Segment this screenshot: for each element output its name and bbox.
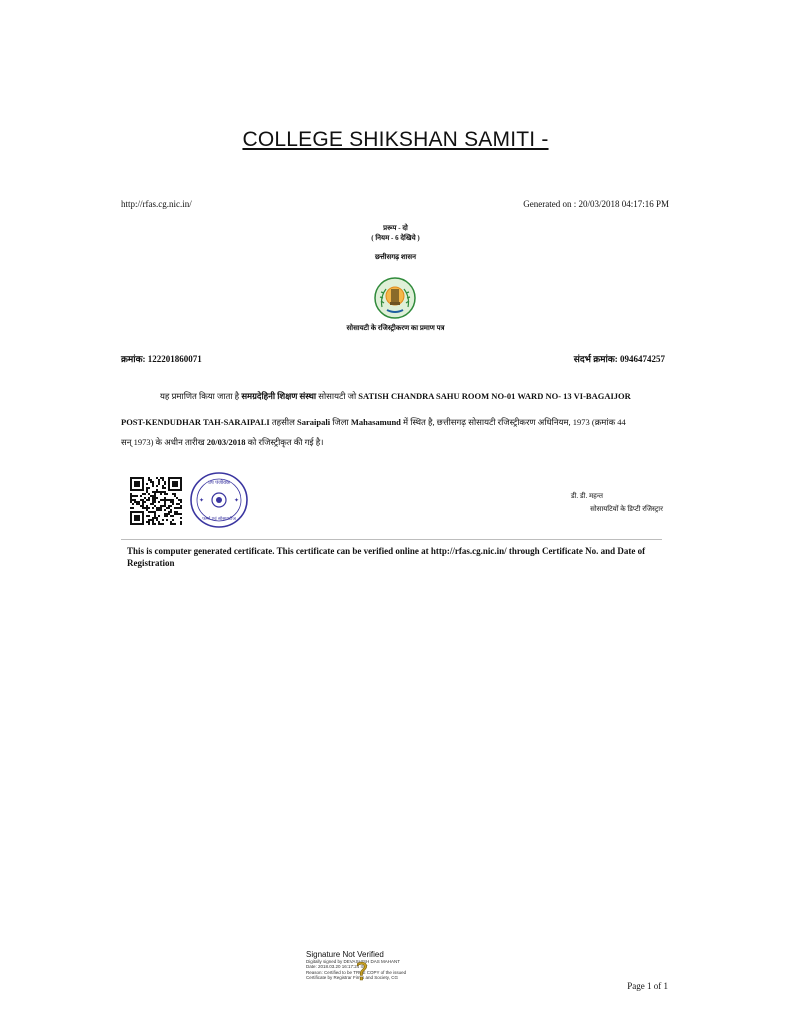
certificate-title: सोसायटी के रजिस्ट्रीकरण का प्रमाण पत्र [346,324,445,332]
registered-statement: को रजिस्ट्रीकृत की गई है। [247,437,324,447]
signature-reason: Reason: Certified to be TRUE COPY of the issued [306,969,407,975]
address-line-2: POST-KENDUDHAR TAH-SARAIPALI [121,417,270,427]
body-line-3 [121,436,323,448]
tehsil-label: तहसील [271,417,295,427]
source-url: http://rfas.cg.nic.in/ [121,199,192,209]
divider [121,539,662,540]
reference-number: संदर्भ क्रमांक: 0946474257 [573,354,665,364]
address-line-1: SATISH CHANDRA SAHU ROOM NO-01 WARD NO- 13 VI-BAGAIJOR [358,391,631,401]
svg-text:✦: ✦ [234,497,240,504]
form-rule-reference: ( नियम - 6 देखिये ) [371,234,420,242]
question-mark-icon [352,958,372,984]
act-reference: में स्थित है, छत्तीसगढ़ सोसायटी रजिस्ट्रीकरण अधिनियम, 1973 (क्रमांक 44 [403,417,626,427]
registration-number: क्रमांक: 122201860071 [121,354,202,364]
office-seal-stamp [189,471,249,529]
signature-issuer: Certificate by Registrar Firms and Society, CG [306,975,398,981]
act-year: सन् 1973) के अधीन तारीख [121,437,205,447]
body-connector: सोसायटी जो [318,391,357,401]
district-value: Mahasamund [350,417,401,427]
svg-text:?: ? [355,958,369,984]
form-name: प्ररूप - दो [383,224,408,232]
society-name: समग्रदेहिनी शिक्षण संस्था [241,391,317,401]
qr-code-icon [130,477,182,525]
tehsil-value: Saraipali [297,417,331,427]
government-name: छत्तीसगढ़ शासन [374,253,417,261]
generated-timestamp: Generated on : 20/03/2018 04:17:16 PM [523,199,669,209]
signatory-name: डी. डी. महन्त [570,492,603,500]
signature-status: Signature Not Verified [306,950,384,959]
registration-date: 20/03/2018 [206,437,246,447]
signatory-title: सोसायटियों के डिप्टी रजिस्ट्रार [590,505,663,513]
signature-signer: Digitally signed by DEVASHISH DAS MAHANT [306,959,400,964]
body-line-2 [121,416,626,428]
body-prefix: यह प्रमाणित किया जाता है [160,391,240,401]
svg-text:✦: ✦ [199,497,205,504]
state-emblem-icon [374,277,416,319]
page-number: Page 1 of 1 [627,981,668,991]
document-title: COLLEGE SHIKSHAN SAMITI - [242,128,549,151]
signature-date: Date: 2018.03.20 16:17:24 IST [306,964,368,970]
seal-bottom-text: फर्म्स एवं सोसायटीज [202,517,236,522]
verification-note: This is computer generated certificate. This certificate can be verified online at http://rfas.cg.nic.in/ through Certificate No. and Date of Registration [127,546,646,568]
body-line-1 [160,390,631,402]
seal-top-text: उप पंजीयक [208,480,230,486]
district-label: जिला [332,417,349,427]
